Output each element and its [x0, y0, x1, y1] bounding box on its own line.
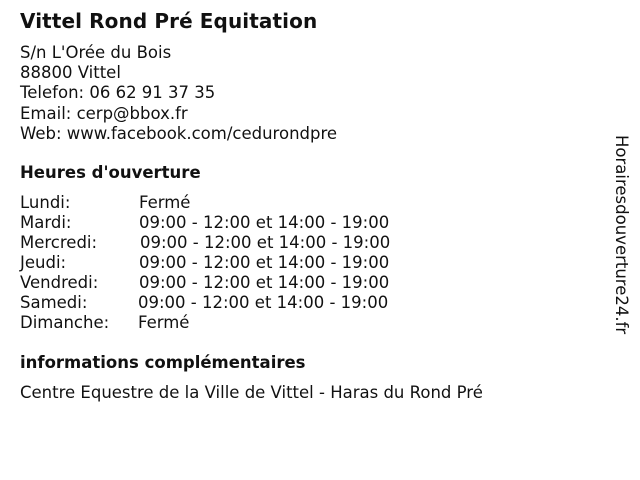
email-line: Email: cerp@bbox.fr [20, 103, 188, 123]
hours-value: 09:00 - 12:00 et 14:00 - 19:00 [140, 233, 391, 252]
address-block [20, 43, 337, 144]
hours-value: Fermé [138, 313, 190, 332]
info-heading: informations complémentaires [20, 353, 306, 372]
day-label: Lundi: [20, 193, 71, 212]
site-watermark: Horairesdouverture24.fr [612, 135, 631, 335]
hours-value: Fermé [139, 193, 191, 212]
address-street: S/n L'Orée du Bois [20, 43, 172, 62]
info-text: Centre Equestre de la Ville de Vittel - Haras du Rond Pré [20, 383, 483, 402]
day-label: Samedi: [20, 293, 88, 312]
day-label: Dimanche: [20, 313, 110, 332]
web-line: Web: www.facebook.com/cedurondpre [20, 123, 338, 143]
day-label: Vendredi: [20, 273, 99, 292]
hours-heading: Heures d'ouverture [20, 163, 201, 182]
page-title: Vittel Rond Pré Equitation [20, 9, 318, 33]
day-label: Mercredi: [20, 233, 98, 252]
hours-value: 09:00 - 12:00 et 14:00 - 19:00 [139, 213, 390, 232]
hours-value: 09:00 - 12:00 et 14:00 - 19:00 [138, 293, 389, 312]
hours-value: 09:00 - 12:00 et 14:00 - 19:00 [139, 253, 390, 272]
address-city: 88800 Vittel [20, 63, 121, 83]
day-label: Mardi: [20, 213, 72, 232]
day-label: Jeudi: [20, 253, 67, 272]
phone-line: Telefon: 06 62 91 37 35 [20, 83, 216, 103]
hours-value: 09:00 - 12:00 et 14:00 - 19:00 [139, 273, 390, 292]
